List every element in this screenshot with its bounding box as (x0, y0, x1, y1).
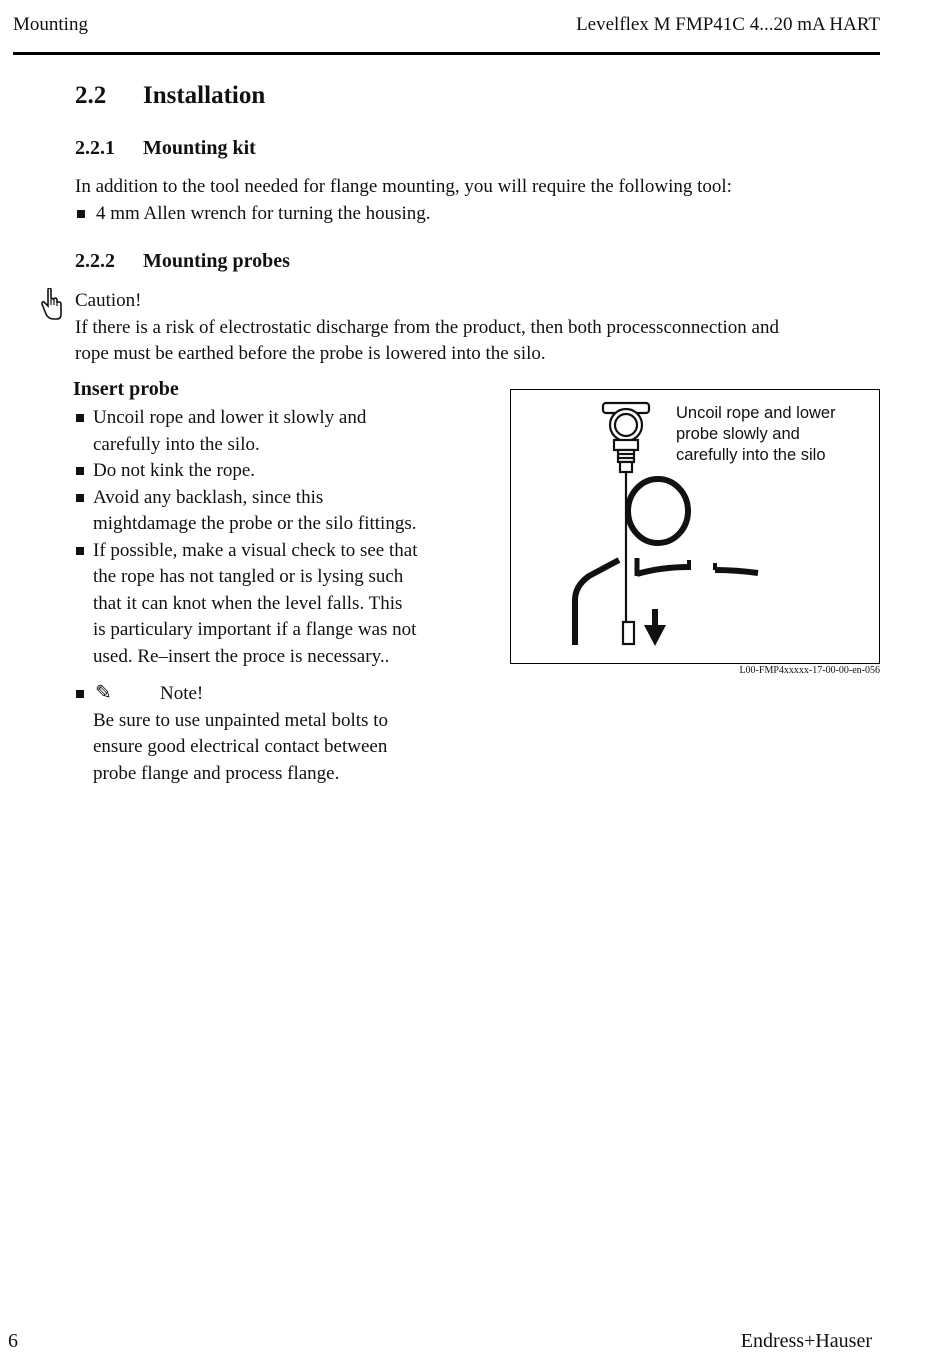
note-item (74, 681, 494, 787)
kit-paragraph (75, 174, 732, 227)
caution-block (75, 288, 779, 368)
subsection-number: 2.2.2 (75, 250, 115, 272)
list-item-line: is particulary important if a flange was not (93, 619, 417, 640)
running-header-section: Mounting (13, 14, 88, 35)
page-number: 6 (8, 1330, 18, 1352)
list-item (74, 485, 494, 538)
list-item-line: used. Re–insert the proce is necessary.. (93, 645, 390, 667)
list-item-line: the rope has not tangled or is lysing such (93, 566, 404, 587)
list-item (74, 538, 494, 671)
note-line: probe flange and process flange. (93, 762, 340, 784)
caution-label: Caution! (75, 290, 142, 311)
section-heading (75, 82, 265, 110)
silo-wall-shape (575, 560, 619, 645)
list-item-line: Avoid any backlash, since this (93, 486, 324, 508)
list-item-line: that it can knot when the level falls. This (93, 592, 403, 614)
caution-line: If there is a risk of electrostatic discharge from the product, then both processconnection and (75, 316, 779, 338)
pencil-icon: ✎ (95, 682, 112, 704)
note-header (93, 681, 494, 708)
subsection-heading-kit (75, 137, 256, 160)
kit-bullet: 4 mm Allen wrench for turning the housing. (75, 201, 732, 228)
insert-probe-heading: Insert probe (73, 378, 179, 400)
rope-coil-shape (628, 479, 688, 543)
header-rule (13, 52, 880, 55)
caution-hand-icon (40, 288, 64, 322)
subsection-title: Mounting kit (143, 137, 256, 159)
note-label: Note! (160, 683, 204, 704)
running-header-product: Levelflex M FMP41C 4...20 mA HART (576, 14, 880, 35)
list-item-line: If possible, make a visual check to see that (93, 539, 418, 561)
figure-caption-line: carefully into the silo (676, 446, 826, 464)
list-item (74, 405, 494, 458)
list-item-line: mightdamage the probe or the silo fittings. (93, 513, 417, 534)
note-line: Be sure to use unpainted metal bolts to (93, 709, 388, 731)
subsection-heading-probes (75, 250, 290, 273)
subsection-title: Mounting probes (143, 250, 290, 272)
note-line: ensure good electrical contact between (93, 736, 388, 757)
arrow-down-icon (644, 609, 666, 646)
list-item: Do not kink the rope. (74, 458, 494, 485)
section-title: Installation (143, 82, 266, 109)
figure-id: L00-FMP4xxxxx-17-00-00-en-056 (739, 665, 880, 676)
section-number: 2.2 (75, 82, 107, 109)
figure-caption-line: probe slowly and (676, 425, 800, 443)
insert-probe-list (74, 405, 494, 787)
figure-caption-line: Uncoil rope and lower (676, 404, 836, 422)
caution-line: rope must be earthed before the probe is lowered into the silo. (75, 343, 546, 364)
list-item-line: Uncoil rope and lower it slowly and (93, 407, 367, 428)
subsection-number: 2.2.1 (75, 137, 115, 159)
kit-intro: In addition to the tool needed for flange mounting, you will require the following tool: (75, 176, 732, 197)
brand-footer: Endress+Hauser (740, 1330, 872, 1352)
figure-caption (676, 403, 836, 466)
transmitter-icon (603, 403, 649, 472)
probe-weight-shape (623, 622, 634, 644)
list-item-line: carefully into the silo. (93, 433, 260, 455)
